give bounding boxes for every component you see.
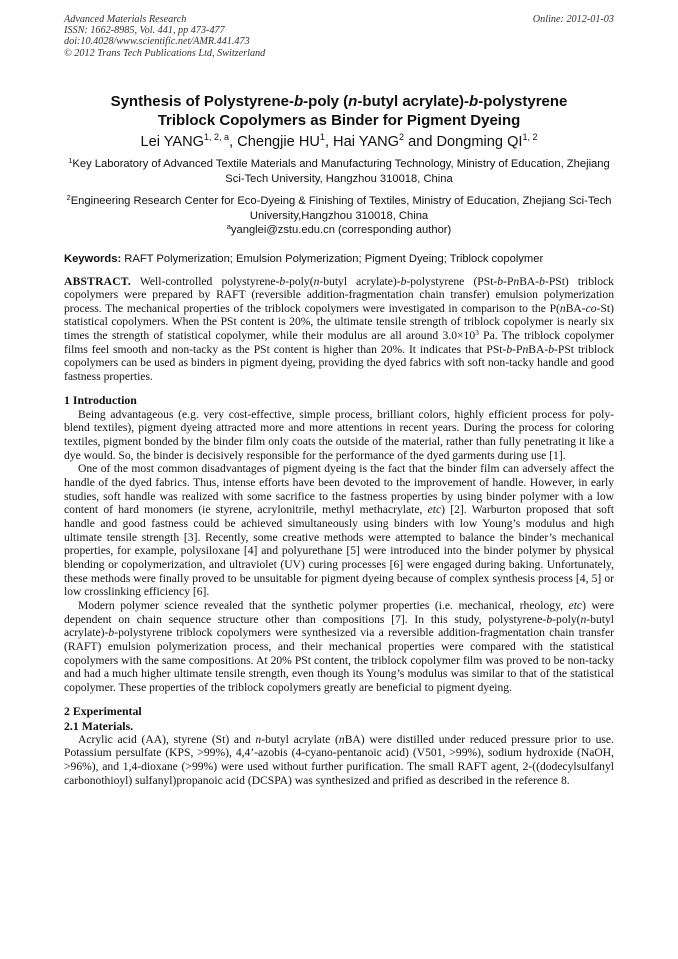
keywords-label: Keywords: [64,252,122,265]
intro-paragraph-2 [64,462,614,599]
paragraph-text: -butyl acrylate)- [64,612,614,640]
corresponding-email: yanglei@zstu.edu.cn (corresponding author) [230,224,452,236]
author-separator: , [229,134,238,150]
author-name: Dongming QI [436,134,523,150]
abstract-italic: n [559,301,566,315]
paragraph-text: -butyl acrylate ( [261,732,339,746]
abstract-label: ABSTRACT. [64,274,131,288]
title-text: -butyl acrylate)- [357,93,470,110]
affiliation-2 [64,194,614,238]
abstract-text: -polystyrene (PSt- [406,274,498,288]
journal-doi: doi:10.4028/www.scientific.net/AMR.441.473 [64,36,250,48]
author-name: Chengjie HU [237,134,320,150]
online-date: Online: 2012-01-03 [532,14,614,25]
paragraph-text: Acrylic acid (AA), styrene (St) and [78,732,256,746]
affiliation-text: Engineering Research Center for Eco-Dyeing & Finishing of Textiles, Ministry of Education, Zhejiang Sci-Tech University,Hangzhou 310018, China [70,195,612,222]
abstract-text: BA- [519,274,540,288]
subsection-heading-materials: 2.1 Materials. [64,718,134,733]
abstract-italic: b [400,274,407,288]
paragraph-text: BA) were distilled under reduced pressure prior to use. Potassium persulfate (KPS, >99%), 4,4’-azobis (4-cyano-pentanoic acid) (V501, >99%), sodium hydroxide (NaOH, >96%), and 1,4-dioxane (>99%) were used without further purification. The small RAFT agent, 2-((dodecylsulfanyl carbonothioyl) sulfanyl)propanoic acid (DCSPA) was synthesized and prified as described in the reference 8. [64,732,614,787]
paper-title [64,92,614,130]
paragraph-text: -poly( [552,612,581,626]
author-separator: and [404,134,437,150]
author-affil-marker: 1, 2 [522,132,538,142]
affiliation-marker: 2 [66,193,71,202]
abstract-superscript: 3 [475,328,479,338]
abstract-text: BA- [565,301,586,315]
email-marker: a [226,222,231,231]
abstract-text: BA- [528,342,549,356]
paragraph-italic: n [338,732,345,746]
title-text: -polystyrene [478,93,568,110]
keywords [64,252,614,266]
title-line-2: Triblock Copolymers as Binder for Pigment Dyeing [157,112,521,129]
abstract-text: Pa. The triblock copolymer films feel smooth and non-tacky as the PSt content is higher than 20%. It indicates that PSt- [64,329,614,356]
paragraph-text: -polystyrene triblock copolymers were synthesized via a reversible addition-fragmentation chain transfer (RAFT) emulsion polymerization process, and their mechanical properties were compared with the statistical copolymers with the same compositions. At 20% PSt content, the triblock copolymer film was proved to be non-tacky and had a much higher ultimate tensile strength, even though its Young’s modulus was similar to that of the statistical copolymer. These properties of the triblock copolymers greatly are beneficial to pigment dyeing. [64,626,614,694]
abstract-text: Well-controlled polystyrene- [130,274,280,288]
paragraph-text: ) [2]. Warburton proposed that soft handle and good fastness could be achieved simultaneously using binders with low Young’s modulus and high ultimate tensile strength [3]. Recently, some creative methods were attempted to balance the binder’s mechanical properties, for example, polysiloxane [4] and polyurethane [5] were introduced into the binder polymer by physical blending or copolymerization, and ultraviolet (UV) curing processes [6] were engaged during baking. Unfortunately, these methods were finally proved to be unsuitable for pigment dyeing because of complex synthesis process [4, 5] or low crosslinking efficiency [6]. [64,503,614,599]
section-heading-introduction: 1 Introduction [64,392,137,407]
author-affil-marker: 2 [399,132,405,142]
materials-paragraph [64,733,614,788]
abstract-italic: b [548,342,555,356]
abstract-italic: n [513,274,520,288]
affiliation-1 [64,157,614,186]
abstract-italic: b [539,274,545,288]
abstract-text: -poly( [285,274,314,288]
paragraph-italic: b [546,612,553,626]
title-italic: n [348,93,358,110]
paragraph-italic: etc [427,503,442,517]
paragraph-italic: n [580,612,587,626]
title-text: Synthesis of Polystyrene- [110,93,294,110]
abstract-italic: b [279,274,286,288]
abstract-text: -P [503,274,514,288]
title-italic: b [293,93,304,110]
author-affil-marker: 1, 2, a [204,132,230,142]
abstract-italic: b [506,342,513,356]
paragraph-text: One of the most common disadvantages of pigment dyeing is the fact that the binder film can adversely affect the handle of the dyed fabrics. Thus, intense efforts have been devoted to the improvement of handle. However, in early studies, soft handle was realized with some sacrifice to the fastness properties by using binder polymer with a low content of hard monomers (ie styrene, acrylonitrile, methyl methacrylate, [64,462,614,517]
abstract-text: -PSt) triblock copolymers were prepared by RAFT (reversible addition-fragmentation chain transfer) emulsion polymerization process. The mechanical properties of the triblock copolymers were investigated in comparison to the P( [64,274,614,315]
title-text: -poly ( [303,93,349,110]
journal-header [64,14,614,64]
intro-paragraph-1: Being advantageous (e.g. very cost-effective, simple process, brilliant colors, highly efficient process for poly-blend textiles), pigment dyeing attracted more and more attentions in recent years. During the process for coloring textiles, pigment bonded by the binder film only coats the outside of the material, rather than fully penetrating it like a dye would. So, the binder is decisively responsible for the performance of the dyed garments during use [1]. [64,407,614,462]
paragraph-text: ) were dependent on chain sequence structure other than compositions [7]. In this study, polystyrene- [64,598,614,626]
author-list [64,133,614,151]
journal-issn: ISSN: 1662-8985, Vol. 441, pp 473-477 [64,25,225,37]
abstract-italic: n [522,342,529,356]
title-italic: b [469,93,479,110]
abstract-italic: co [585,301,597,315]
journal-name: Advanced Materials Research [64,14,187,25]
affiliation-marker: 1 [68,156,73,165]
paragraph-italic: etc [568,598,583,612]
author-separator: , [324,134,334,150]
journal-copyright: © 2012 Trans Tech Publications Ltd, Switzerland [64,47,266,59]
abstract-italic: n [313,274,320,288]
author-affil-marker: 1 [319,132,325,142]
abstract-italic: b [497,274,504,288]
abstract [64,275,614,384]
abstract-text: -St) statistical copolymers. When the PSt content is 20%, the ultimate tensile strength of triblock copolymer is nearly six times the strength of statistical copolymer, while their modulus are all around 3.0×10 [64,301,614,343]
author-name: Hai YANG [333,134,400,150]
keywords-text: RAFT Polymerization; Emulsion Polymerization; Pigment Dyeing; Triblock copolymer [121,252,544,265]
intro-paragraph-3 [64,599,614,695]
paragraph-italic: b [108,626,115,640]
section-heading-experimental: 2 Experimental [64,703,142,718]
paragraph-text: Modern polymer science revealed that the synthetic polymer properties (i.e. mechanical, rheology, [78,598,569,612]
abstract-text: -PSt triblock copolymers can be used as binders in pigment dyeing, providing the dyed fabrics with soft non-tacky handle and good fastness properties. [64,342,615,384]
abstract-text: -butyl acrylate)- [319,274,401,288]
title-line-1 [64,92,614,111]
author-name: Lei YANG [140,134,205,150]
paragraph-italic: n [255,732,262,746]
abstract-text: -P [512,342,523,356]
affiliation-text: Key Laboratory of Advanced Textile Materials and Manufacturing Technology, Ministry of Education, Zhejiang Sci-Tech University, Hangzhou 310018, China [72,158,610,185]
